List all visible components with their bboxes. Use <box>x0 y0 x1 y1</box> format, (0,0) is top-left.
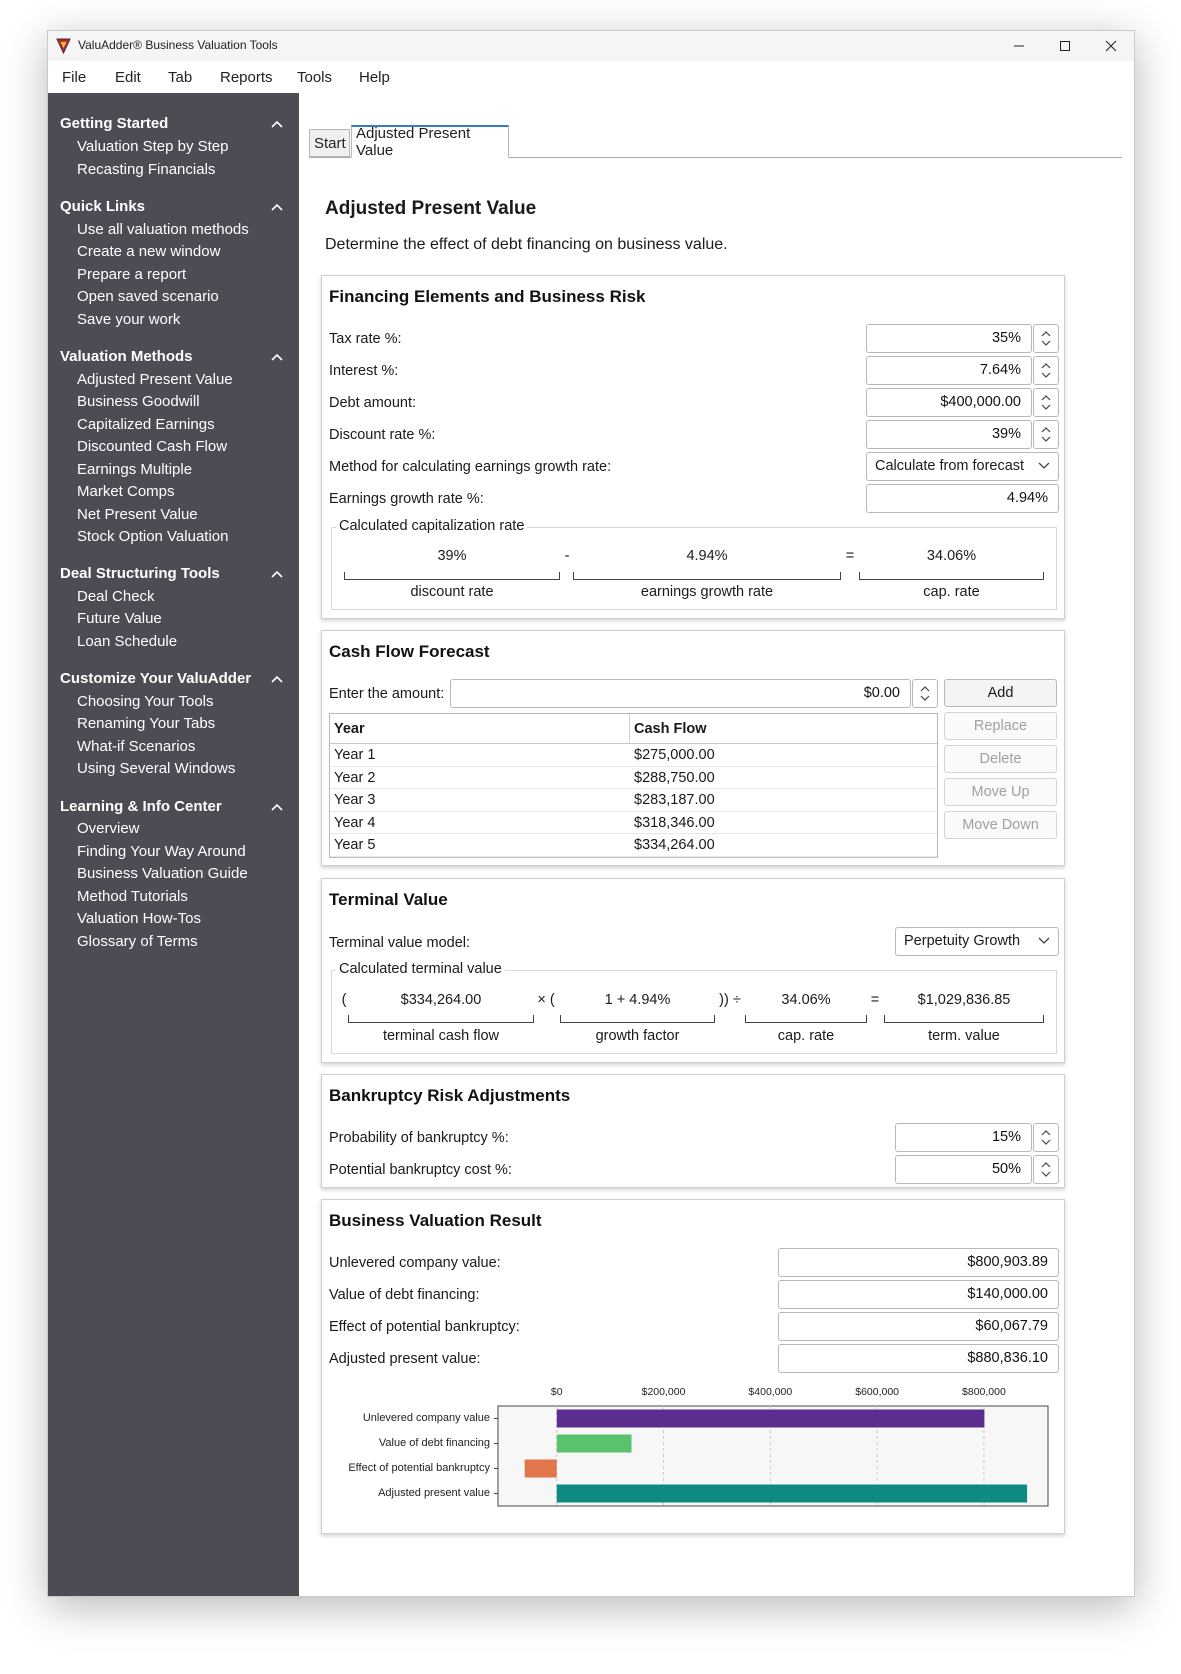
chevron-down-icon <box>1038 462 1050 470</box>
terminal-value-card <box>321 878 1065 1063</box>
debt-financing-value: $140,000.00 <box>778 1280 1059 1309</box>
chart-bar <box>525 1460 557 1478</box>
menu-bar <box>48 61 1134 93</box>
sidebar-item-stock-option-valuation[interactable]: Stock Option Valuation <box>77 528 229 545</box>
bankruptcy-card <box>321 1074 1065 1188</box>
tab-adjusted-present-value[interactable] <box>351 125 509 158</box>
minus-sign: - <box>564 548 570 564</box>
tax-rate-label: Tax rate %: <box>329 331 402 347</box>
y-category-label: Value of debt financing <box>378 1436 490 1449</box>
sidebar-item-adjusted-present-value[interactable]: Adjusted Present Value <box>77 371 233 388</box>
app-logo-icon <box>56 38 71 54</box>
bankruptcy-probability-input[interactable]: 15% <box>895 1123 1032 1152</box>
add-button[interactable]: Add <box>944 679 1057 707</box>
page-subtitle: Determine the effect of debt financing on business value. <box>325 236 728 253</box>
chevron-up-icon[interactable] <box>270 202 284 212</box>
sidebar-item-valuation-step-by-step[interactable]: Valuation Step by Step <box>77 138 229 155</box>
cashflow-title: Cash Flow Forecast <box>329 642 490 661</box>
sidebar-item-earnings-multiple[interactable]: Earnings Multiple <box>77 461 193 478</box>
stepper-icon <box>913 680 937 707</box>
discount-rate-label: Discount rate %: <box>329 427 436 443</box>
amount-label: Enter the amount: <box>329 686 445 702</box>
growth-method-value: Calculate from forecast <box>875 458 1025 474</box>
sidebar-item-how-tos[interactable]: Valuation How-Tos <box>77 910 201 927</box>
terminal-model-select[interactable] <box>895 927 1059 956</box>
cap-discount-value: 39% <box>437 548 467 564</box>
sidebar-item-glossary[interactable]: Glossary of Terms <box>77 933 198 950</box>
terminal-calc-group <box>331 961 1057 1054</box>
discount-rate-caption: discount rate <box>410 584 494 600</box>
menu-tools[interactable]: Tools <box>297 69 333 86</box>
brace <box>348 1015 534 1023</box>
sidebar-item-future-value[interactable]: Future Value <box>77 610 162 627</box>
column-header-cash-flow[interactable]: Cash Flow <box>630 714 937 744</box>
bankruptcy-probability-stepper[interactable] <box>1033 1123 1059 1152</box>
debt-amount-input[interactable]: $400,000.00 <box>866 388 1032 417</box>
growth-method-label: Method for calculating earnings growth rate: <box>329 459 612 475</box>
result-title: Business Valuation Result <box>329 1211 542 1230</box>
growth-method-select[interactable] <box>866 452 1059 481</box>
apv-value: $880,836.10 <box>778 1344 1059 1373</box>
debt-financing-label: Value of debt financing: <box>329 1287 480 1303</box>
chart-bar <box>557 1485 1027 1503</box>
brace <box>859 572 1044 580</box>
maximize-button[interactable] <box>1042 31 1088 61</box>
maximize-icon <box>1059 40 1071 52</box>
sidebar-item-business-goodwill[interactable]: Business Goodwill <box>77 393 200 410</box>
sidebar-item-deal-check[interactable]: Deal Check <box>77 588 155 605</box>
interest-stepper[interactable] <box>1033 356 1059 385</box>
chart-bar <box>557 1435 632 1453</box>
sidebar-item-valuation-guide[interactable]: Business Valuation Guide <box>77 865 248 882</box>
valuation-chart <box>322 1380 1066 1530</box>
apv-label: Adjusted present value: <box>329 1351 481 1367</box>
move-down-button[interactable]: Move Down <box>944 811 1057 839</box>
sidebar-section-deal-structuring[interactable]: Deal Structuring Tools <box>60 565 220 582</box>
brace <box>344 572 560 580</box>
cell-year: Year 4 <box>334 814 376 831</box>
sidebar-item-save-work[interactable]: Save your work <box>77 311 181 328</box>
interest-label: Interest %: <box>329 363 399 379</box>
equals-sign: = <box>845 548 855 564</box>
sidebar-item-new-window[interactable]: Create a new window <box>77 243 221 260</box>
tab-start-label: Start <box>314 134 346 152</box>
financing-card <box>321 275 1065 619</box>
bankruptcy-effect-value: $60,067.79 <box>778 1312 1059 1341</box>
move-up-button[interactable]: Move Up <box>944 778 1057 806</box>
sidebar-item-prepare-report[interactable]: Prepare a report <box>77 266 187 283</box>
tax-rate-input[interactable]: 35% <box>866 324 1032 353</box>
sidebar-section-getting-started[interactable]: Getting Started <box>60 115 169 132</box>
cell-cash-flow: $275,000.00 <box>634 747 715 763</box>
cap-growth-value: 4.94% <box>686 548 728 564</box>
table-row[interactable] <box>330 789 937 812</box>
cell-year: Year 1 <box>334 747 376 763</box>
x-tick-label: $200,000 <box>641 1386 686 1398</box>
chevron-up-icon[interactable] <box>270 119 284 129</box>
growth-rate-value: 4.94% <box>866 484 1059 513</box>
replace-button[interactable]: Replace <box>944 712 1057 740</box>
cap-rate-caption: cap. rate <box>777 1028 835 1044</box>
menu-tab[interactable]: Tab <box>168 69 193 86</box>
terminal-cap-value: 34.06% <box>781 992 831 1008</box>
cell-year: Year 3 <box>334 792 376 808</box>
cell-cash-flow: $318,346.00 <box>634 814 715 831</box>
cell-cash-flow: $283,187.00 <box>634 792 715 808</box>
bankruptcy-cost-input[interactable]: 50% <box>895 1155 1032 1184</box>
terminal-cash-caption: terminal cash flow <box>382 1028 500 1044</box>
table-row[interactable] <box>330 834 937 857</box>
app-window <box>47 30 1135 1597</box>
terminal-cash-value: $334,264.00 <box>400 992 482 1008</box>
sidebar-item-loan-schedule[interactable]: Loan Schedule <box>77 633 178 650</box>
sidebar-item-overview[interactable]: Overview <box>77 820 140 837</box>
x-tick-label: $800,000 <box>962 1386 1006 1398</box>
terminal-group-title: Calculated terminal value <box>336 961 505 977</box>
terminal-growth-value: 1 + 4.94% <box>604 992 671 1008</box>
y-category-label: Adjusted present value <box>378 1486 490 1499</box>
sidebar-item-open-saved[interactable]: Open saved scenario <box>77 288 219 305</box>
terminal-title: Terminal Value <box>329 890 448 909</box>
terminal-model-label: Terminal value model: <box>329 935 471 951</box>
discount-rate-input[interactable]: 39% <box>866 420 1032 449</box>
brace <box>884 1015 1044 1023</box>
sidebar-item-discounted-cash-flow[interactable]: Discounted Cash Flow <box>77 438 228 455</box>
sidebar-item-market-comps[interactable]: Market Comps <box>77 483 175 500</box>
chevron-down-icon <box>1038 937 1050 945</box>
cell-year: Year 5 <box>334 837 376 853</box>
sidebar-item-capitalized-earnings[interactable]: Capitalized Earnings <box>77 416 215 433</box>
sidebar-item-use-all-methods[interactable]: Use all valuation methods <box>77 221 249 238</box>
sidebar-item-recasting-financials[interactable]: Recasting Financials <box>77 161 216 178</box>
sidebar-section-customize[interactable]: Customize Your ValuAdder <box>60 670 252 687</box>
cashflow-card <box>321 630 1065 866</box>
title-bar <box>48 31 1134 61</box>
amount-input[interactable]: $0.00 <box>450 679 911 708</box>
stepper-icon <box>1034 357 1058 384</box>
minimize-icon <box>1013 40 1025 52</box>
growth-rate-label: Earnings growth rate %: <box>329 491 484 507</box>
close-icon <box>1105 40 1117 52</box>
chevron-up-icon[interactable] <box>270 674 284 684</box>
cell-cash-flow: $288,750.00 <box>634 769 715 786</box>
debt-amount-stepper[interactable] <box>1033 388 1059 417</box>
tab-active-label: Adjusted Present Value <box>356 125 471 159</box>
page-title: Adjusted Present Value <box>325 198 537 219</box>
sidebar-item-finding-way[interactable]: Finding Your Way Around <box>77 843 246 860</box>
stepper-icon <box>1034 1124 1058 1151</box>
sidebar-item-choosing-tools[interactable]: Choosing Your Tools <box>77 693 214 710</box>
divide-sign: )) ÷ <box>719 992 741 1008</box>
delete-button[interactable]: Delete <box>944 745 1057 773</box>
equals-sign: = <box>870 992 880 1008</box>
menu-reports[interactable]: Reports <box>220 69 273 86</box>
bankruptcy-probability-label: Probability of bankruptcy %: <box>329 1130 509 1146</box>
cap-rate-group-title: Calculated capitalization rate <box>336 518 527 534</box>
tax-rate-stepper[interactable] <box>1033 324 1059 353</box>
amount-stepper[interactable] <box>912 679 938 708</box>
cap-rate-value: 34.06% <box>926 548 977 564</box>
cap-rate-caption: cap. rate <box>923 584 980 600</box>
menu-help[interactable]: Help <box>359 69 390 86</box>
brace <box>573 572 841 580</box>
financing-title: Financing Elements and Business Risk <box>329 287 646 306</box>
cashflow-table[interactable] <box>329 713 938 858</box>
valuation-bar-chart <box>322 1380 1066 1530</box>
sidebar-section-quick-links[interactable]: Quick Links <box>60 198 146 215</box>
result-card <box>321 1199 1065 1534</box>
minimize-button[interactable] <box>996 31 1042 61</box>
unlevered-label: Unlevered company value: <box>329 1255 501 1271</box>
times-sign: × ( <box>537 992 555 1008</box>
growth-rate-caption: earnings growth rate <box>640 584 774 600</box>
menu-file[interactable]: File <box>62 69 87 86</box>
terminal-value-result: $1,029,836.85 <box>917 992 1011 1008</box>
window-title: ValuAdder® Business Valuation Tools <box>78 38 278 52</box>
bankruptcy-effect-label: Effect of potential bankruptcy: <box>329 1319 520 1335</box>
chart-bar <box>557 1410 985 1428</box>
sidebar <box>48 93 299 1596</box>
brace <box>745 1015 867 1023</box>
stepper-icon <box>1034 1156 1058 1183</box>
bankruptcy-title: Bankruptcy Risk Adjustments <box>329 1086 571 1105</box>
stepper-icon <box>1034 325 1058 352</box>
tab-start[interactable] <box>309 129 350 157</box>
sidebar-item-method-tutorials[interactable]: Method Tutorials <box>77 888 188 905</box>
sidebar-item-renaming-tabs[interactable]: Renaming Your Tabs <box>77 715 216 732</box>
x-tick-label: $600,000 <box>855 1386 900 1398</box>
chevron-up-icon[interactable] <box>270 569 284 579</box>
discount-rate-stepper[interactable] <box>1033 420 1059 449</box>
open-paren: ( <box>341 992 347 1008</box>
table-row[interactable] <box>330 744 937 767</box>
term-value-caption: term. value <box>928 1028 1000 1044</box>
chevron-up-icon[interactable] <box>270 352 284 362</box>
table-row[interactable] <box>330 767 937 790</box>
terminal-model-value: Perpetuity Growth <box>904 933 1021 949</box>
x-tick-label: $0 <box>550 1386 563 1398</box>
menu-edit[interactable]: Edit <box>115 69 141 86</box>
cap-rate-group <box>331 518 1057 610</box>
cell-cash-flow: $334,264.00 <box>634 837 715 853</box>
stepper-icon <box>1034 389 1058 416</box>
bankruptcy-cost-label: Potential bankruptcy cost %: <box>329 1162 512 1178</box>
column-header-year[interactable]: Year <box>330 714 630 744</box>
sidebar-section-learning[interactable]: Learning & Info Center <box>60 798 222 815</box>
sidebar-section-valuation-methods[interactable]: Valuation Methods <box>60 348 193 365</box>
interest-input[interactable]: 7.64% <box>866 356 1032 385</box>
sidebar-item-net-present-value[interactable]: Net Present Value <box>77 506 198 523</box>
y-category-label: Unlevered company value <box>362 1411 490 1424</box>
bankruptcy-cost-stepper[interactable] <box>1033 1155 1059 1184</box>
cell-year: Year 2 <box>334 769 376 786</box>
growth-factor-caption: growth factor <box>595 1028 680 1044</box>
x-tick-label: $400,000 <box>748 1386 793 1398</box>
y-category-label: Effect of potential bankruptcy <box>348 1461 490 1474</box>
chevron-up-icon[interactable] <box>270 802 284 812</box>
table-row[interactable] <box>330 812 937 835</box>
sidebar-item-what-if[interactable]: What-if Scenarios <box>77 738 196 755</box>
unlevered-value: $800,903.89 <box>778 1248 1059 1277</box>
sidebar-item-several-windows[interactable]: Using Several Windows <box>77 760 236 777</box>
main-content <box>299 93 1134 1596</box>
debt-amount-label: Debt amount: <box>329 395 417 411</box>
close-button[interactable] <box>1088 31 1134 61</box>
brace <box>560 1015 715 1023</box>
stepper-icon <box>1034 421 1058 448</box>
